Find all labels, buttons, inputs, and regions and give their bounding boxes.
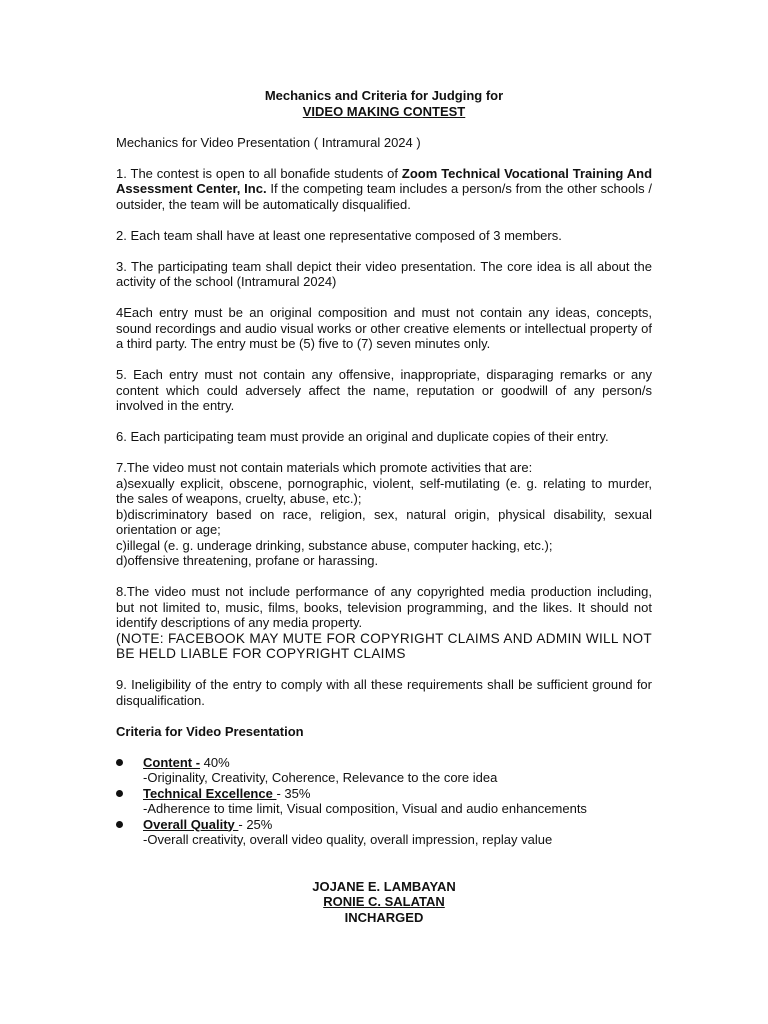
bullet-icon	[116, 821, 123, 828]
rule-5: 5. Each entry must not contain any offensive, inappropriate, disparaging remarks or any content which could adversely affect the name, reputation or goodwill of any person/s involved in the entry.	[116, 367, 652, 413]
criteria-description: -Originality, Creativity, Coherence, Relevance to the core idea	[143, 770, 498, 785]
criteria-weight: - 35%	[276, 785, 311, 801]
rule-7-item-a: a)sexually explicit, obscene, pornographic, violent, self-mutilating (e. g. relating to murder, the sales of weapons, cruelty, abuse, etc.);	[116, 475, 652, 506]
document-subtitle: VIDEO MAKING CONTEST	[302, 103, 466, 119]
criteria-item-technical-excellence	[116, 786, 652, 817]
criteria-heading: Criteria for Video Presentation	[116, 723, 304, 739]
signatory-role: INCHARGED	[344, 909, 424, 925]
criteria-description: -Overall creativity, overall video quality, overall impression, replay value	[143, 832, 553, 847]
rule-1-text-start: 1. The contest is open to all bonafide students of	[116, 165, 402, 181]
rule-9: 9. Ineligibility of the entry to comply with all these requirements shall be sufficient ground for disqualification.	[116, 677, 652, 708]
document-page	[116, 88, 652, 925]
school-name: Zoom Technical Vocational Training And Assessment Center, Inc.	[116, 165, 653, 196]
rule-7-item-c: c)illegal (e. g. underage drinking, substance abuse, computer hacking, etc.);	[116, 537, 553, 553]
rule-1-text-end: If the competing team includes a person/s from the other schools / outsider, the team will be automatically disqualified.	[116, 181, 652, 212]
criteria-list	[116, 755, 652, 848]
signatory-name-2: RONIE C. SALATAN	[323, 894, 445, 909]
rule-6: 6. Each participating team must provide an original and duplicate copies of their entry.	[116, 429, 609, 444]
rule-7-item-b: b)discriminatory based on race, religion, sex, natural origin, physical disability, sexual orientation or age;	[116, 506, 652, 537]
rule-7-item-d: d)offensive threatening, profane or harassing.	[116, 553, 379, 568]
criteria-item-overall-quality	[116, 817, 652, 848]
bullet-icon	[116, 759, 123, 766]
bullet-icon	[116, 790, 123, 797]
rule-4: 4Each entry must be an original composition and must not contain any ideas, concepts, sound recordings and audio visual works or other creative elements or intellectual property of a third party. The entry must be (5) five to (7) seven minutes only.	[116, 305, 652, 351]
criteria-label: Technical Excellence	[143, 785, 277, 801]
document-title: Mechanics and Criteria for Judging for	[264, 88, 504, 103]
rule-8: 8.The video must not include performance of any copyrighted media production including, but not limited to, music, films, books, television programming, and the likes. It should not identify descriptions of any media property.	[116, 584, 652, 630]
criteria-weight: - 25%	[238, 816, 273, 832]
rule-3: 3. The participating team shall depict their video presentation. The core idea is all about the activity of the school (Intramural 2024)	[116, 258, 652, 289]
criteria-label: Content -	[143, 754, 201, 770]
rule-2: 2. Each team shall have at least one representative composed of 3 members.	[116, 227, 562, 243]
rule-7-intro: 7.The video must not contain materials which promote activities that are:	[116, 460, 533, 475]
copyright-note: (NOTE: FACEBOOK MAY MUTE FOR COPYRIGHT CLAIMS AND ADMIN WILL NOT BE HELD LIABLE FOR COPYRIGHT CLAIMS	[116, 630, 652, 661]
criteria-item-content	[116, 755, 652, 786]
rule-1	[116, 166, 652, 213]
criteria-description: -Adherence to time limit, Visual composition, Visual and audio enhancements	[143, 801, 587, 816]
criteria-weight: 40%	[200, 754, 230, 770]
mechanics-heading: Mechanics for Video Presentation ( Intramural 2024 )	[116, 134, 421, 150]
signatory-name-1: JOJANE E. LAMBAYAN	[312, 878, 456, 894]
criteria-label: Overall Quality	[143, 816, 239, 832]
